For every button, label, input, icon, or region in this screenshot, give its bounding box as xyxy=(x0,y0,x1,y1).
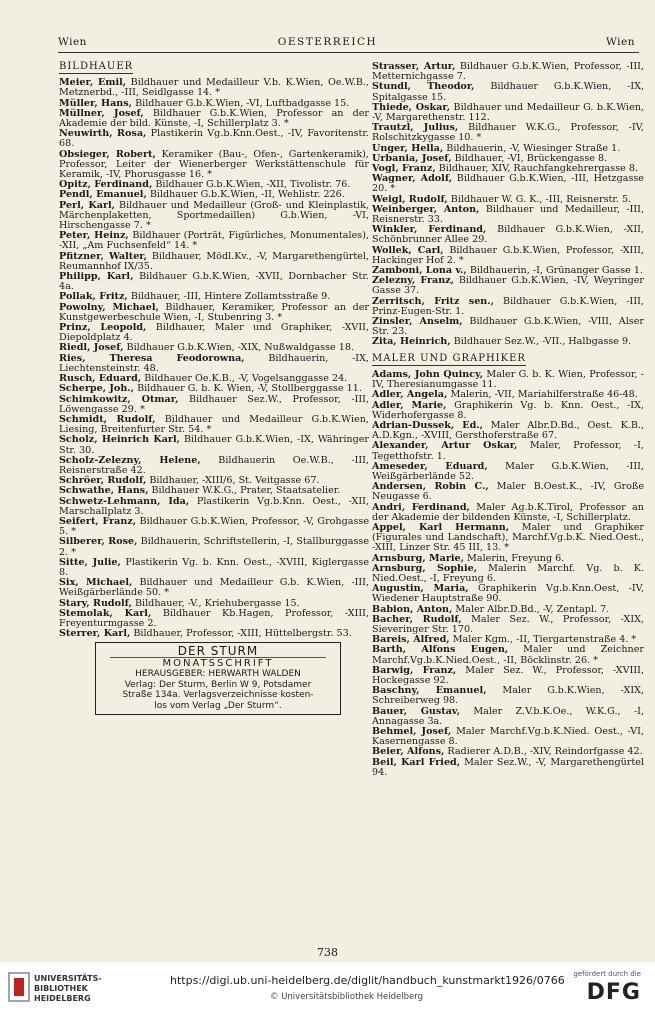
header-rule xyxy=(58,52,639,53)
advert-line-1: Verlag: Der Sturm, Berlin W 9, Potsdamer xyxy=(124,679,312,690)
entry-details: Bildhauer, Professor, -XIII, Hüttelbergstr. 53. xyxy=(133,628,352,640)
directory-entry xyxy=(59,456,369,476)
entry-name: Sterrer, Karl, xyxy=(59,628,131,640)
entry-name: Schwathe, Hans, xyxy=(59,485,149,497)
advert-editor: HERAUSGEBER: HERWARTH WALDEN xyxy=(135,669,301,680)
entry-name: Ries, Theresa Feodorowna, xyxy=(59,352,245,364)
entry-details: Bildhauer G.b.K.Wien, -IX, Spitalgasse 15. xyxy=(372,81,644,103)
entry-details: Bildhauer G.b.K.Wien, -III, Hetzgasse 20. * xyxy=(372,173,644,195)
library-logo-icon xyxy=(8,972,30,1002)
library-name-line-1: UNIVERSITÄTS- xyxy=(34,974,102,983)
directory-entry xyxy=(372,482,644,502)
directory-entry xyxy=(372,246,644,266)
entry-name: Zamboni, Lona v., xyxy=(372,265,467,277)
directory-entry xyxy=(59,252,369,272)
entry-details: Maler Albr.D.Bd., Oest. K.B., A.D.Kgn., -XVIII, Gersthoferstraße 67. xyxy=(372,419,644,442)
entry-details: Graphikerin Vg. b. Knn. Oest., -IX, Widerhofergasse 8. xyxy=(372,399,644,421)
entry-details: Maler und Zeichner Marchf.Vg.b.K.Nied.Oest., -II, Böcklinstr. 26. * xyxy=(372,644,644,666)
entry-name: Bauer, Gustav, xyxy=(372,705,461,717)
entry-name: Vogl, Franz, xyxy=(372,163,436,175)
directory-entry xyxy=(372,225,644,245)
entry-name: Bacher, Rudolf, xyxy=(372,613,462,625)
entry-name: Trautzl, Julius, xyxy=(372,122,459,134)
entry-details: Bildhauer und Medailleur G.b. K.Wien, -III, Weißgärberlände 50. * xyxy=(59,577,370,599)
entry-details: Bildhauer G.b.K.Wien, Professor, -XIII, Hackinger Hof 2. * xyxy=(372,244,644,266)
entry-details: Maler G. b. K. Wien, Professor, -IV, Theresianumgasse 11. xyxy=(372,368,644,391)
entry-details: Maler B.Oest.K., -IV, Große Neugasse 6. xyxy=(372,481,644,503)
entry-name: Weinberger, Anton, xyxy=(372,203,480,215)
directory-entry xyxy=(59,231,369,251)
entry-details: Bildhauer G.b.K.Wien, -III, Prinz-Eugen-Str. 1. xyxy=(372,295,644,317)
directory-entry xyxy=(372,686,644,706)
directory-entry xyxy=(372,317,644,337)
running-head-left: Wien xyxy=(58,36,87,48)
directory-entry xyxy=(59,435,369,455)
directory-entry xyxy=(372,337,644,347)
entry-details: Bildhauer G.b.K.Wien, Professor an der Akademie der bild. Künste, -I, Schillerplatz 3. * xyxy=(59,107,370,130)
entry-name: Urbania, Josef, xyxy=(372,152,452,164)
entry-details: Plastikerin Vg.b.Knn. Oest., -XII, Marschallplatz 3. xyxy=(59,495,369,517)
running-head-right: Wien xyxy=(606,36,635,48)
entry-name: Six, Michael, xyxy=(59,577,133,589)
entry-details: Bildhauer, -XIII/6, St. Veitgasse 67. xyxy=(149,475,320,487)
entry-name: Scholz, Heinrich Karl, xyxy=(59,434,180,446)
entry-name: Unger, Hella, xyxy=(372,142,444,154)
right-entry-list-top xyxy=(372,62,644,348)
entry-details: Bildhauer G.b.K.Wien, -IV, Weyringer Gasse 37. xyxy=(372,275,644,297)
directory-entry xyxy=(372,615,644,635)
directory-entry xyxy=(372,401,644,421)
entry-details: Maler, Professor, -I, Tegetthofstr. 1. xyxy=(372,440,644,462)
entry-details: Bildhauer G.b.K.Wien, Professor, -V, Grohgasse 5. * xyxy=(59,515,369,538)
entry-details: Bildhauerin, -V, Wiesinger Straße 1. xyxy=(446,142,621,154)
entry-details: Maler Ag.b.K.Tirol, Professor an der Akademie der bildenden Künste, -I, Schillerplatz. xyxy=(372,501,644,523)
funder-note: gefördert durch die xyxy=(573,970,641,978)
directory-entry xyxy=(372,564,644,584)
entry-details: Bildhauer G.b.K.Wien, -VI, Luftbadgasse 15. xyxy=(135,97,350,109)
entry-name: Winkler, Ferdinand, xyxy=(372,224,487,236)
library-footer xyxy=(0,962,655,1014)
directory-entry xyxy=(59,497,369,517)
entry-details: Maler Sez. W., Professor, -XVIII, Hockegasse 92. xyxy=(372,664,644,686)
directory-entry xyxy=(372,82,644,102)
left-column xyxy=(59,62,369,715)
entry-name: Scholz-Zelezny, Helene, xyxy=(59,454,201,466)
entry-name: Barwig, Franz, xyxy=(372,664,457,676)
directory-entry xyxy=(59,201,369,232)
entry-details: Malerin, -VII, Mariahilferstraße 46-48. xyxy=(450,389,638,401)
library-name-line-2: BIBLIOTHEK xyxy=(34,984,88,993)
entry-name: Stary, Rudolf, xyxy=(59,597,132,609)
entry-name: Pendl, Emanuel, xyxy=(59,189,147,201)
advert-line-2: Straße 134a. Verlagsverzeichnisse kosten- xyxy=(122,690,314,701)
entry-name: Perl, Karl, xyxy=(59,199,115,211)
entry-name: Pfitzner, Walter, xyxy=(59,250,148,262)
directory-entry xyxy=(372,103,644,123)
entry-name: Baschny, Emanuel, xyxy=(372,685,487,697)
entry-details: Bildhauer G.b.K.Wien, -XII, Tivolistr. 76. xyxy=(155,179,351,191)
entry-name: Alexander, Artur Oskar, xyxy=(372,440,518,452)
entry-details: Bildhauer, Maler und Graphiker, -XVII, Diepoldplatz 4. xyxy=(59,322,369,344)
entry-name: Obsieger, Robert, xyxy=(59,148,156,160)
entry-name: Wollek, Carl, xyxy=(372,244,444,256)
entry-name: Powolny, Michael, xyxy=(59,301,159,313)
directory-entry xyxy=(372,174,644,194)
entry-name: Pollak, Fritz, xyxy=(59,291,128,303)
entry-details: Bildhauer, -V., Kriehubergasse 15. xyxy=(135,597,300,609)
entry-name: Riedl, Josef, xyxy=(59,342,124,354)
entry-name: Wagner, Adolf, xyxy=(372,173,453,185)
directory-entry xyxy=(59,395,369,415)
entry-name: Zerritsch, Fritz sen., xyxy=(372,295,494,307)
entry-details: Bildhauer und Medailleur, -III, Reisnerstr. 33. xyxy=(372,203,644,226)
directory-entry xyxy=(372,503,644,523)
entry-details: Plastikerin Vg.b.Knn.Oest., -IV, Favoritenstr. 68. xyxy=(59,128,369,150)
entry-name: Barth, Alfons Eugen, xyxy=(372,644,509,656)
directory-entry xyxy=(372,421,644,441)
right-entry-list-bottom xyxy=(372,370,644,778)
directory-entry xyxy=(59,272,369,292)
directory-entry xyxy=(372,462,644,482)
dfg-logo: DFG xyxy=(586,980,641,1005)
entry-details: Bildhauer W.K.G., Professor, -IV, Rolschitzkygasse 10. * xyxy=(372,122,644,144)
library-name xyxy=(34,974,102,1004)
advert-line-3: los vom Verlag „Der Sturm“. xyxy=(154,700,282,711)
directory-entry xyxy=(59,323,369,343)
entry-name: Scherpe, Joh., xyxy=(59,383,134,395)
entry-name: Philipp, Karl, xyxy=(59,271,134,283)
entry-details: Bildhauer (Porträt, Figürliches, Monumentales), -XII, „Am Fuchsenfeld“ 14. * xyxy=(59,230,369,252)
entry-details: Maler Marchf.Vg.b.K.Nied. Oest., -VI, Kasernengasse 8. xyxy=(372,726,644,748)
entry-name: Schröer, Rudolf, xyxy=(59,475,147,487)
directory-entry xyxy=(59,303,369,323)
directory-entry xyxy=(59,609,369,629)
directory-entry xyxy=(372,370,644,390)
advert-subtitle: MONATSSCHRIFT xyxy=(162,657,274,669)
library-name-line-3: HEIDELBERG xyxy=(34,994,91,1003)
entry-details: Bildhauer, -III, Hintere Zollamtsstraße 9. xyxy=(130,291,331,303)
entry-details: Bildhauer, XIV, Rauchfangkehrergasse 8. xyxy=(438,163,639,175)
entry-details: Bildhauer G.b.K.Wien, Professor, -III, Metternichgasse 7. xyxy=(372,61,644,83)
entry-details: Bildhauer Sez.W., Professor, -III, Löwengasse 29. * xyxy=(59,393,369,415)
entry-details: Bildhauer, Mödl.Kv., -V, Margarethengürtel, Reumannhof IX/35. xyxy=(59,250,369,272)
entry-details: Bildhauer W.K.G., Prater, Staatsatelier. xyxy=(151,485,341,497)
entry-details: Bildhauer G.b.K.Wien, -VIII, Alser Str. 23. xyxy=(372,316,644,338)
entry-details: Bildhauer G.b.K.Wien, -XIX, Nußwaldgasse 18. xyxy=(126,342,355,354)
directory-entry xyxy=(59,109,369,129)
entry-details: Bildhauerin, -IX, Liechtensteinstr. 48. xyxy=(59,352,369,374)
entry-details: Maler Kgm., -II, Tiergartenstraße 4. * xyxy=(452,634,637,646)
entry-name: Müller, Hans, xyxy=(59,97,133,109)
entry-name: Prinz, Leopold, xyxy=(59,322,147,334)
directory-entry xyxy=(372,123,644,143)
entry-details: Keramiker (Bau-, Ofen-, Gartenkeramik), Professor, Leiter der Wienerberger Werkstättenschule für Keramik, -IV, Phorusgasse 16. * xyxy=(59,148,369,181)
page-number: 738 xyxy=(317,946,338,959)
entry-details: Bildhauer und Medailleur (Groß- und Kleinplastik, Märchenplaketten, Sportmedaillen) G.b.Wien, -VI, Hirschengasse 7. * xyxy=(59,199,369,232)
entry-name: Zinsler, Anselm, xyxy=(372,316,463,328)
entry-details: Malerin, Freyung 6. xyxy=(467,552,565,564)
directory-entry xyxy=(59,415,369,435)
directory-entry xyxy=(372,727,644,747)
directory-entry xyxy=(372,523,644,554)
entry-name: Ameseder, Eduard, xyxy=(372,460,488,472)
entry-details: Bildhauer, Keramiker, Professor an der Kunstgewerbeschule Wien, -I, Stubenring 3. * xyxy=(59,301,369,323)
entry-details: Bildhauer und Medailleur G.b.K.Wien, Liesing, Breitenfurter Str. 54. * xyxy=(59,413,369,436)
entry-name: Weigl, Rudolf, xyxy=(372,193,448,205)
entry-name: Thiede, Oskar, xyxy=(372,101,451,113)
directory-entry xyxy=(59,150,369,181)
entry-name: Opitz, Ferdinand, xyxy=(59,179,153,191)
entry-name: Schwetz-Lehmann, Ida, xyxy=(59,495,190,507)
entry-name: Zelezny, Franz, xyxy=(372,275,455,287)
entry-name: Andersen, Robin C., xyxy=(372,481,489,493)
directory-entry xyxy=(372,707,644,727)
directory-entry xyxy=(59,537,369,557)
entry-details: Bildhauer W. G. K., -III, Reisnerstr. 5. xyxy=(450,193,632,205)
entry-details: Bildhauerin, Schriftstellerin, -I, Stallburggasse 2. * xyxy=(59,536,369,558)
entry-name: Silberer, Rose, xyxy=(59,536,138,548)
entry-details: Maler Z.V.b.K.Oe., W.K.G., -I, Annagasse 3a. xyxy=(372,705,644,727)
entry-name: Augustin, Maria, xyxy=(372,583,469,595)
entry-name: Adler, Angela, xyxy=(372,389,448,401)
left-entry-list xyxy=(59,78,369,639)
entry-details: Bildhauer G.b.K.Wien, -XII, Schönbrunner Allee 29. xyxy=(372,224,644,246)
entry-name: Schimkowitz, Otmar, xyxy=(59,393,179,405)
entry-name: Schmidt, Rudolf, xyxy=(59,413,156,425)
advert-title: DER STURM xyxy=(110,646,326,658)
directory-entry xyxy=(372,666,644,686)
entry-name: Müllner, Josef, xyxy=(59,107,144,119)
right-column xyxy=(372,62,644,778)
entry-name: Andri, Ferdinand, xyxy=(372,501,470,513)
directory-entry xyxy=(372,205,644,225)
entry-details: Bildhauer Oe.K.B., -V, Vogelsanggasse 24. xyxy=(144,373,348,385)
entry-details: Bildhauer, -VI, Brückengasse 8. xyxy=(454,152,608,164)
entry-details: Bildhauer Kb.Hagen, Professor, -XIII, Freyenturmgasse 2. xyxy=(59,607,369,629)
entry-name: Adrian-Dussek, Ed., xyxy=(372,419,483,431)
directory-entry xyxy=(59,354,369,374)
entry-details: Graphikerin Vg.b.Knn.Oest, -IV, Wiedener Hauptstraße 90. xyxy=(372,583,644,605)
entry-name: Arnsburg, Sophie, xyxy=(372,562,478,574)
entry-name: Sitte, Julie, xyxy=(59,556,121,568)
entry-details: Maler G.b.K.Wien, -III, Weißgärberlände 52. xyxy=(372,460,644,482)
entry-name: Stundl, Theodor, xyxy=(372,81,475,93)
entry-details: Bildhauer G.b.K.Wien, -XVII, Dornbacher Str. 4a. xyxy=(59,271,369,293)
entry-name: Beier, Alfons, xyxy=(372,746,445,758)
entry-details: Bildhauerin, -I, Grünanger Gasse 1. xyxy=(469,265,644,277)
entry-name: Behmel, Josef, xyxy=(372,726,452,737)
directory-entry xyxy=(59,517,369,537)
directory-entry xyxy=(59,558,369,578)
entry-details: Maler und Graphiker (Figurales und Landschaft), Marchf.Vg.b.K. Nied.Oest., -XIII, Linzer Str. 45 III, 13. * xyxy=(372,521,644,554)
entry-name: Meier, Emil, xyxy=(59,77,127,89)
entry-details: Malerin Marchf. Vg. b. K. Nied.Oest., -I, Freyung 6. xyxy=(372,562,644,584)
entry-details: Plastikerin Vg. b. Knn. Oest., -XVIII, Kiglergasse 8. xyxy=(59,556,370,578)
entry-details: Bildhauer G.b.K.Wien, -II, Wehlistr. 226. xyxy=(149,189,345,201)
entry-details: Bildhauer und Medailleur V.b. K.Wien, Oe.W.B., Metznerbd., -III, Seidlgasse 14. * xyxy=(59,77,369,99)
entry-details: Maler Sez.W., -V, Margarethengürtel 94. xyxy=(372,756,644,778)
entry-name: Adams, John Quincy, xyxy=(372,368,484,380)
entry-details: Bildhauer G. b. K. Wien, -V, Stollberggasse 11. xyxy=(137,383,362,395)
entry-name: Rusch, Eduard, xyxy=(59,373,142,385)
directory-entry xyxy=(372,297,644,317)
entry-details: Bildhauer und Medailleur G. b.K.Wien, -V, Margarethenstr. 112. xyxy=(372,101,644,124)
entry-name: Neuwirth, Rosa, xyxy=(59,128,147,140)
directory-entry xyxy=(59,129,369,149)
entry-name: Stemolak, Karl, xyxy=(59,607,152,619)
copyright-note: © Universitätsbibliothek Heidelberg xyxy=(270,992,424,1002)
entry-details: Bildhauerin Oe.W.B., -III, Reisnerstraße 42. xyxy=(59,454,369,476)
entry-name: Peter, Heinz, xyxy=(59,230,129,242)
entry-details: Bildhauer G.b.K.Wien, -IX, Währinger Str. 30. xyxy=(59,434,369,456)
section-title-maler: MALER UND GRAPHIKER xyxy=(372,354,526,366)
entry-details: Radierer A.D.B., -XIV, Reindorfgasse 42. xyxy=(447,746,643,758)
directory-entry xyxy=(372,62,644,82)
directory-entry xyxy=(372,441,644,461)
directory-entry xyxy=(372,584,644,604)
directory-entry xyxy=(59,629,369,639)
directory-entry xyxy=(59,578,369,598)
running-head-center: OESTERREICH xyxy=(277,36,378,48)
entry-details: Maler G.b.K.Wien, -XIX, Schreiberweg 98. xyxy=(372,685,644,707)
entry-details: Bildhauer Sez.W., -VII., Halbgasse 9. xyxy=(453,336,632,348)
entry-name: Strasser, Artur, xyxy=(372,61,456,72)
entry-name: Adler, Marie, xyxy=(372,399,447,411)
entry-name: Babion, Anton, xyxy=(372,603,453,615)
entry-name: Bareis, Alfred, xyxy=(372,634,450,646)
section-title-bildhauer: BILDHAUER xyxy=(59,62,133,74)
entry-details: Maler Sez. W., Professor, -XIX, Sieveringer Str. 170. xyxy=(372,613,645,635)
entry-name: Beil, Karl Fried, xyxy=(372,756,461,768)
directory-entry xyxy=(59,78,369,98)
entry-name: Appel, Karl Hermann, xyxy=(372,521,510,533)
directory-entry xyxy=(372,276,644,296)
entry-name: Zita, Heinrich, xyxy=(372,336,451,348)
advert-der-sturm xyxy=(95,642,341,715)
doi-link[interactable]: https://digi.ub.uni-heidelberg.de/diglit/handbuch_kunstmarkt1926/0766 xyxy=(170,974,565,987)
entry-name: Arnsburg, Marie, xyxy=(372,552,464,564)
entry-details: Maler Albr.D.Bd., -V, Zentapl. 7. xyxy=(455,603,610,615)
entry-name: Seifert, Franz, xyxy=(59,515,137,527)
directory-entry xyxy=(372,645,644,665)
directory-entry xyxy=(372,758,644,778)
